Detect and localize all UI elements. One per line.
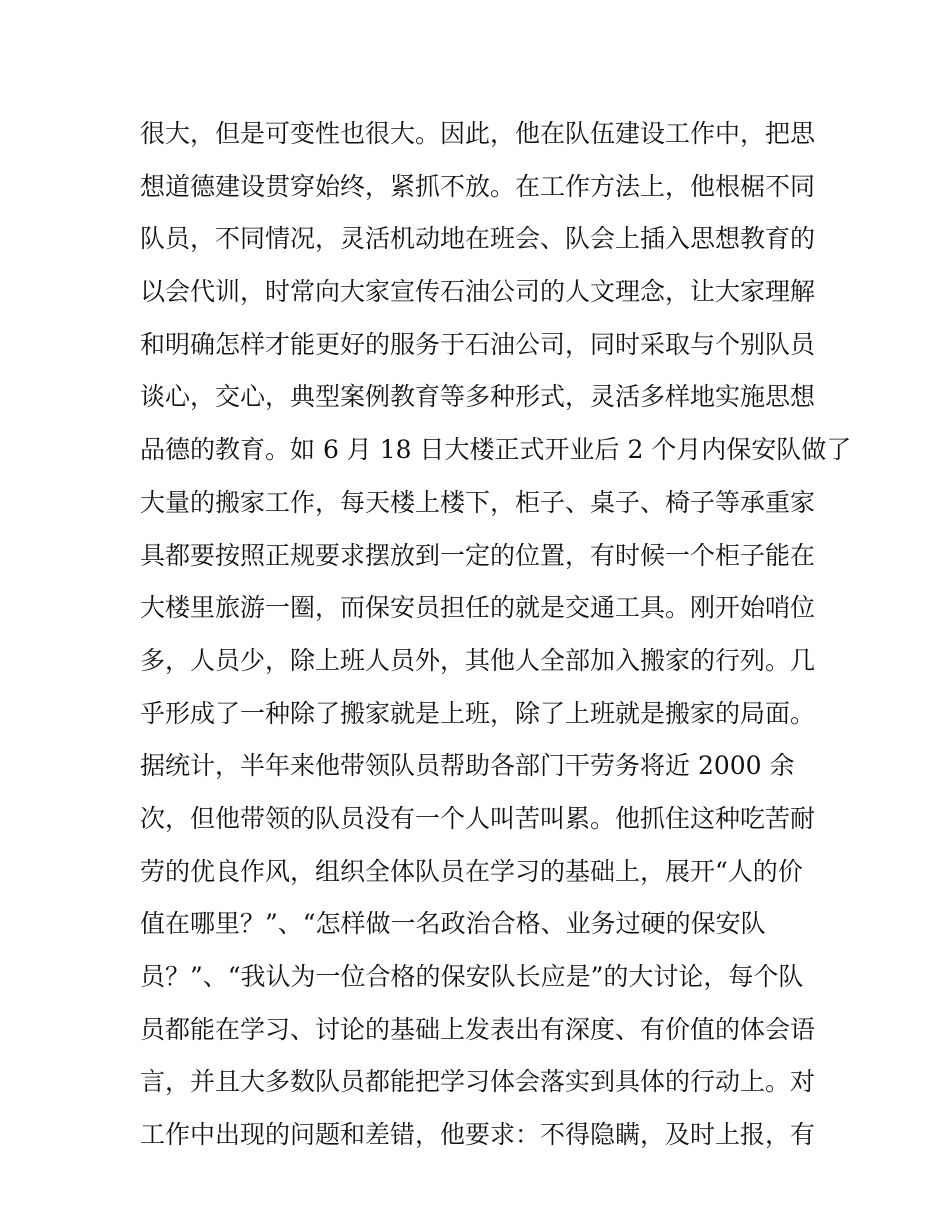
text-line: 品德的教育。如 6 月 18 日大楼正式开业后 2 个月内保安队做了	[140, 435, 852, 465]
text-line: 大楼里旅游一圈，而保安员担任的就是交通工具。刚开始哨位	[140, 593, 816, 623]
text-line: 劳的优良作风，组织全体队员在学习的基础上，展开“人的价	[140, 856, 803, 886]
text-line: 员？”、“我认为一位合格的保安队长应是”的大讨论，每个队	[140, 962, 804, 991]
text-line: 具都要按照正规要求摆放到一定的位置，有时候一个柜子能在	[140, 540, 816, 570]
text-line: 据统计，半年来他带领队员帮助各部门干劳务将近 2000 余	[140, 751, 795, 781]
text-line: 以会代训，时常向大家宣传石油公司的人文理念，让大家理解	[140, 277, 816, 307]
text-line: 乎形成了一种除了搬家就是上班，除了上班就是搬家的局面。	[140, 698, 816, 728]
text-line: 想道德建设贯穿始终，紧抓不放。在工作方法上，他根椐不同	[140, 171, 816, 201]
text-line: 值在哪里？”、“怎样做一名政治合格、业务过硬的保安队	[140, 909, 766, 939]
text-line: 言，并且大多数队员都能把学习体会落实到具体的行动上。对	[140, 1067, 816, 1097]
text-line: 工作中出现的问题和差错，他要求：不得隐瞒，及时上报，有	[140, 1120, 816, 1150]
text-line: 员都能在学习、讨论的基础上发表出有深度、有价值的体会语	[140, 1014, 816, 1044]
text-line: 队员，不同情况，灵活机动地在班会、队会上插入思想教育的	[140, 224, 816, 254]
text-line: 次，但他带领的队员没有一个人叫苦叫累。他抓住这种吃苦耐	[140, 803, 816, 833]
text-line: 大量的搬家工作，每天楼上楼下，柜子、桌子、椅子等承重家	[140, 487, 816, 517]
text-line: 和明确怎样才能更好的服务于石油公司，同时采取与个别队员	[140, 329, 816, 359]
text-line: 很大，但是可变性也很大。因此，他在队伍建设工作中，把思	[140, 119, 816, 148]
text-line: 多，人员少，除上班人员外，其他人全部加入搬家的行列。几	[140, 645, 816, 675]
text-line: 谈心，交心，典型案例教育等多种形式，灵活多样地实施思想	[140, 382, 816, 412]
body-text	[140, 108, 852, 1162]
